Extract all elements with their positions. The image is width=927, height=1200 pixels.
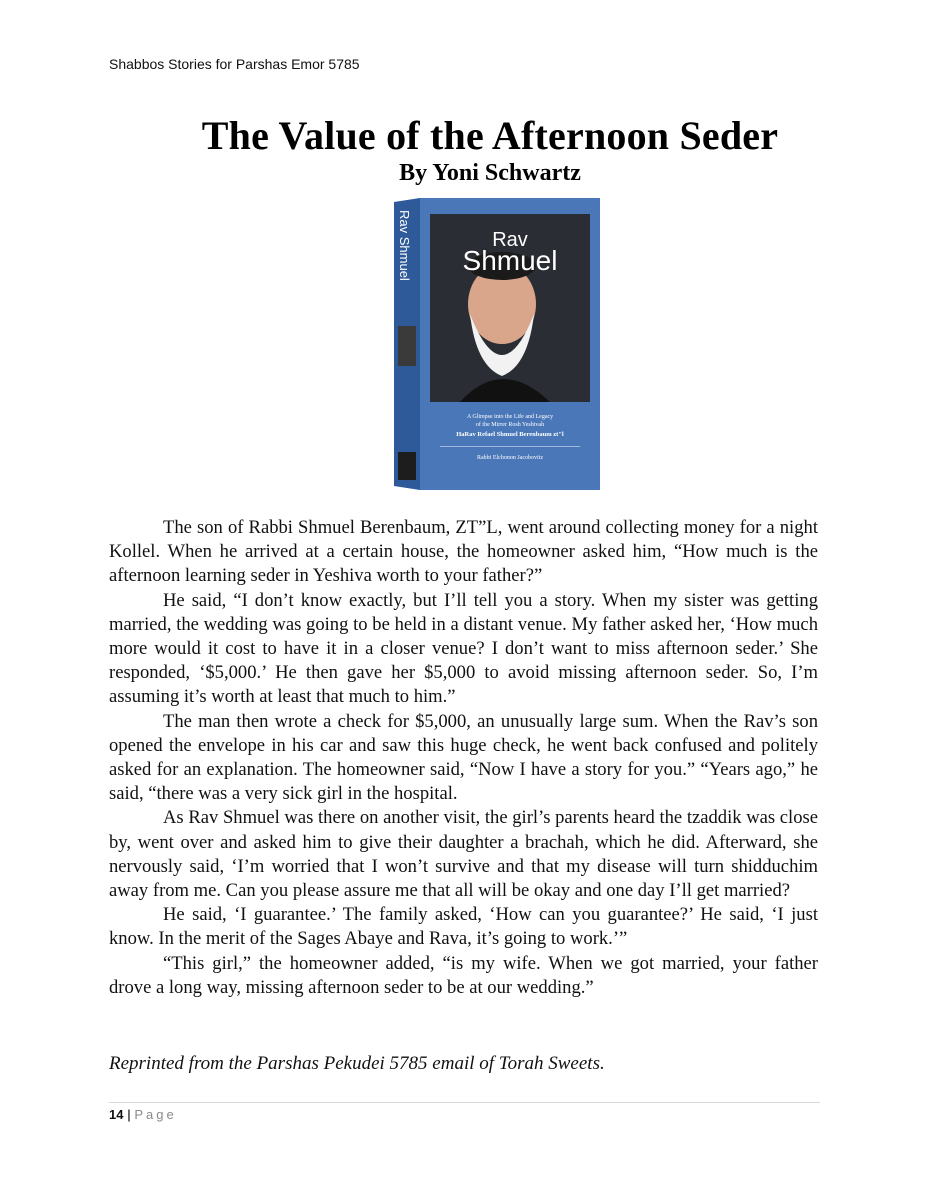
cover-title-line1: Rav (492, 229, 528, 251)
spine-title: Rav Shmuel (397, 210, 412, 281)
paragraph: He said, ‘I guarantee.’ The family asked, ‘How can you guarantee?’ He said, ‘I just know. In the merit of the Sages Abaye and Rava, it’s going to work.’” (109, 904, 818, 950)
article-body (109, 516, 818, 1000)
paragraph: He said, “I don’t know exactly, but I’ll tell you a story. When my sister was getting married, the wedding was going to be held in a distant venue. My father asked her, ‘How much more would it cost to have it in a closer venue? I don’t want to miss afternoon seder.’ She responded, ‘$5,000.’ He then gave her $5,000 to avoid missing afternoon seder. So, I’m assuming it’s worth at least that much to him.” (109, 589, 818, 708)
article-byline: By Yoni Schwartz (399, 160, 581, 186)
running-header: Shabbos Stories for Parshas Emor 5785 (109, 56, 360, 72)
cover-subtitle-line1: A Glimpse into the Life and Legacy (466, 414, 554, 420)
book-cover-image (390, 196, 602, 492)
cover-author: Rabbi Elchonon Jacobovitz (477, 455, 543, 461)
page-number: 14 (109, 1107, 124, 1122)
cover-subtitle-line3: HaRav Refael Shmuel Berenbaum zt"l (456, 431, 564, 438)
cover-title-line2: Shmuel (462, 245, 558, 276)
page-footer (109, 1107, 177, 1122)
paragraph: As Rav Shmuel was there on another visit, the girl’s parents heard the tzaddik was close by, went over and asked him to give their daughter a brachah, which he did. Afterward, she nervously said, ‘I’m worried that I won’t survive and that my disease will turn shidduchim away from me. Can you please assure me that all will be okay and one day I’ll get married? (109, 807, 818, 902)
footer-divider (109, 1102, 820, 1103)
cover-subtitle-line2: of the Mirrer Rosh Yeshivah (475, 422, 545, 428)
paragraph: The man then wrote a check for $5,000, an unusually large sum. When the Rav’s son opened the envelope in his car and saw this huge check, he went back confused and politely asked for an explanation. The homeowner said, “Now I have a story for you.” “Years ago,” he said, “there was a very sick girl in the hospital. (109, 710, 818, 805)
footer-separator: | (127, 1107, 131, 1122)
paragraph: The son of Rabbi Shmuel Berenbaum, ZT”L, went around collecting money for a night Kollel. When he arrived at a certain house, the homeowner asked him, “How much is the afternoon learning seder in Yeshiva worth to your father?” (109, 517, 818, 587)
page-label: Page (134, 1107, 177, 1122)
article-title: The Value of the Afternoon Seder (201, 113, 779, 158)
reprint-credit: Reprinted from the Parshas Pekudei 5785 email of Torah Sweets. (109, 1053, 605, 1074)
paragraph: “This girl,” the homeowner added, “is my wife. When we got married, your father drove a long way, missing afternoon seder to be at our wedding.” (109, 952, 818, 998)
